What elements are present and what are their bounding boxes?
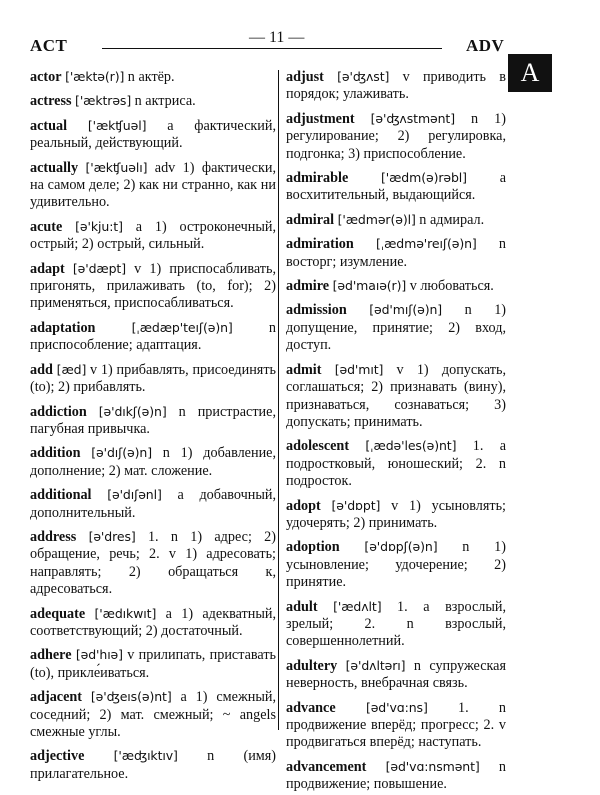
headword: admission bbox=[286, 302, 347, 319]
definition: 1. a подростковый, юношеский; 2. n подросток. bbox=[286, 438, 506, 490]
transcription: [ə'dıʃ(ə)n] bbox=[91, 445, 153, 461]
dictionary-entry bbox=[286, 657, 506, 693]
right-guideword: ADV bbox=[466, 36, 505, 55]
transcription: ['æktə(r)] bbox=[65, 69, 125, 84]
definition: 1. n 1) адрес; 2) обращение, речь; 2. v 1) адресовать; направлять; 2) обращаться к, адресоваться. bbox=[30, 528, 276, 598]
definition: n восторг; изумление. bbox=[286, 236, 506, 270]
headword: adhere bbox=[30, 647, 72, 664]
headword: admit bbox=[286, 361, 322, 378]
dictionary-entry bbox=[30, 747, 276, 783]
transcription: ['ædʌlt] bbox=[333, 598, 382, 614]
transcription: ['ækʧuəlı] bbox=[85, 159, 148, 175]
dictionary-entry bbox=[30, 361, 276, 397]
definition: n актриса. bbox=[134, 93, 196, 110]
left-column bbox=[30, 68, 276, 785]
transcription: ['æʤıktıv] bbox=[113, 748, 178, 764]
transcription: ['æktrəs] bbox=[75, 93, 132, 109]
headword: address bbox=[30, 528, 77, 545]
transcription: [ə'ʤeıs(ə)nt] bbox=[90, 689, 172, 705]
transcription: [ə'dres] bbox=[88, 528, 136, 544]
headword: admiration bbox=[286, 236, 354, 253]
dictionary-entry bbox=[30, 260, 276, 313]
page-number: — 11 — bbox=[244, 29, 309, 47]
definition: n приспособление; адаптация. bbox=[30, 319, 277, 354]
headword: actual bbox=[30, 117, 68, 134]
headword: actor bbox=[30, 69, 62, 85]
transcription: [ə'ʤʌstmənt] bbox=[370, 110, 456, 126]
definition: n 1) регулирование; 2) регулировка, подгонка; 3) приспособление. bbox=[286, 110, 506, 162]
headword: add bbox=[30, 361, 53, 378]
definition: 1. a взрослый, зрелый; 2. n взрослый, совершеннолетний. bbox=[286, 598, 506, 650]
headword: adaptation bbox=[30, 319, 96, 336]
dictionary-entry bbox=[286, 598, 506, 651]
transcription: [ə'dıʃənl] bbox=[107, 487, 162, 503]
transcription: [ə'ʤʌst] bbox=[337, 69, 390, 84]
definition: v прилипать, приставать (to), прикле́иваться. bbox=[30, 647, 277, 681]
headword: adjective bbox=[30, 748, 85, 765]
headword: adoption bbox=[286, 539, 340, 556]
definition: adv 1) фактически, на самом деле; 2) как ни странно, как ни удивительно. bbox=[30, 159, 276, 211]
headword: advancement bbox=[286, 758, 367, 775]
dictionary-entry bbox=[286, 361, 506, 432]
dictionary-entry bbox=[286, 211, 506, 229]
transcription: [əd'vɑ:ns] bbox=[365, 699, 428, 715]
dictionary-entry bbox=[286, 68, 506, 104]
headword: addiction bbox=[30, 403, 87, 420]
dictionary-entry bbox=[30, 646, 276, 682]
transcription: [əd'hıə] bbox=[75, 647, 123, 663]
dictionary-entry bbox=[30, 486, 276, 522]
dictionary-entry bbox=[30, 218, 276, 254]
dictionary-entry bbox=[286, 437, 506, 490]
dictionary-entry bbox=[286, 758, 506, 794]
definition: n 1) усыновление; удочерение; 2) принятие. bbox=[286, 539, 506, 591]
transcription: [ˌædæp'teıʃ(ə)n] bbox=[131, 319, 233, 335]
definition: a фактический, реальный, действующий. bbox=[30, 117, 276, 152]
definition: v любоваться. bbox=[409, 278, 494, 295]
transcription: ['ækʧuəl] bbox=[87, 117, 147, 133]
definition: n пристрастие, пагубная привычка. bbox=[30, 403, 276, 437]
headword: actually bbox=[30, 159, 79, 176]
definition: n (имя) прилагательное. bbox=[30, 748, 277, 782]
transcription: [ə'dıkʃ(ə)n] bbox=[98, 403, 167, 419]
headword: actress bbox=[30, 93, 72, 110]
definition: v 1) приспосабливать, пригонять, прилаживать (to, for); 2) применяться, приспосабливаться. bbox=[30, 260, 276, 312]
headword: admire bbox=[286, 278, 330, 295]
transcription: [ə'dɒpʃ(ə)n] bbox=[364, 539, 438, 555]
dictionary-entry bbox=[286, 699, 506, 752]
definition: a 1) смежный, соседний; 2) мат. смежный; ~ angels смежные углы. bbox=[30, 689, 277, 740]
headword: adultery bbox=[286, 657, 338, 674]
dictionary-entry bbox=[30, 68, 276, 86]
definition: a 1) остроконечный, острый; 2) острый, сильный. bbox=[30, 218, 277, 253]
transcription: [əd'mıʃ(ə)n] bbox=[369, 302, 443, 318]
definition: a 1) адекватный, соответствующий; 2) достаточный. bbox=[30, 605, 276, 639]
headword: admiral bbox=[286, 211, 335, 228]
dictionary-entry bbox=[30, 319, 276, 355]
definition: n продвижение; повышение. bbox=[286, 758, 507, 793]
transcription: [æd] bbox=[56, 361, 87, 377]
dictionary-entry bbox=[286, 301, 506, 354]
headword: adjustment bbox=[286, 110, 355, 127]
dictionary-entry bbox=[286, 497, 506, 533]
definition: n 1) добавление, дополнение; 2) мат. сложение. bbox=[30, 445, 277, 479]
definition: v приводить в порядок; улаживать. bbox=[286, 69, 507, 103]
dictionary-entry bbox=[30, 444, 276, 480]
headword: adult bbox=[286, 598, 318, 615]
headword: additional bbox=[30, 487, 92, 504]
definition: v 1) допускать, соглашаться; 2) признавать (вину), признаваться, сознаваться; 3) допускать; принимать. bbox=[286, 361, 507, 430]
dictionary-entry bbox=[286, 277, 506, 295]
transcription: [əd'vɑ:nsmənt] bbox=[385, 758, 480, 774]
dictionary-entry bbox=[30, 605, 276, 641]
dictionary-entry bbox=[30, 117, 276, 153]
column-divider bbox=[278, 70, 279, 730]
definition: n 1) допущение, принятие; 2) вход, доступ. bbox=[286, 302, 507, 354]
definition: n адмирал. bbox=[419, 211, 485, 228]
definition: 1. n продвижение вперёд; прогресс; 2. v продвигаться вперёд; наступать. bbox=[286, 699, 507, 751]
transcription: [ə'dʌltərı] bbox=[345, 657, 406, 673]
definition: a восхитительный, выдающийся. bbox=[286, 170, 507, 204]
headword: advance bbox=[286, 699, 336, 716]
definition: n актёр. bbox=[127, 69, 175, 85]
transcription: [əd'mıt] bbox=[334, 361, 384, 377]
transcription: [ə'dɒpt] bbox=[331, 497, 381, 513]
headword: adjacent bbox=[30, 689, 83, 706]
dictionary-entry bbox=[286, 235, 506, 271]
headword: adapt bbox=[30, 260, 65, 277]
dictionary-entry bbox=[30, 159, 276, 212]
transcription: ['ædmər(ə)l] bbox=[337, 211, 416, 227]
definition: v 1) усыновлять; удочерять; 2) принимать. bbox=[286, 497, 506, 531]
left-guideword: ACT bbox=[30, 36, 68, 55]
transcription: [əd'maıə(r)] bbox=[332, 278, 407, 294]
dictionary-entry bbox=[30, 403, 276, 439]
headword: admirable bbox=[286, 170, 349, 187]
transcription: ['ædm(ə)rəbl] bbox=[381, 170, 467, 186]
transcription: [ˌædmə'reıʃ(ə)n] bbox=[376, 236, 477, 252]
headword: adequate bbox=[30, 605, 86, 622]
headword: adolescent bbox=[286, 438, 350, 455]
dictionary-entry bbox=[286, 169, 506, 205]
dictionary-entry bbox=[30, 688, 276, 741]
dictionary-entry bbox=[286, 538, 506, 591]
dictionary-entry bbox=[286, 110, 506, 163]
definition: n супружеская неверность, внебрачная связь. bbox=[286, 657, 507, 692]
headword: adjust bbox=[286, 69, 324, 85]
transcription: [ə'dæpt] bbox=[72, 260, 126, 276]
definition: v 1) прибавлять, присоединять (to); 2) прибавлять. bbox=[30, 361, 277, 396]
thumb-index-tab: A bbox=[508, 54, 552, 92]
header-rule bbox=[102, 48, 442, 49]
right-column bbox=[286, 68, 506, 795]
transcription: [ˌædə'les(ə)nt] bbox=[365, 438, 457, 454]
dictionary-entry bbox=[30, 92, 276, 110]
headword: addition bbox=[30, 445, 81, 462]
transcription: ['ædıkwıt] bbox=[94, 605, 157, 621]
headword: acute bbox=[30, 218, 63, 235]
transcription: [ə'kju:t] bbox=[75, 218, 123, 234]
definition: a добавочный, дополнительный. bbox=[30, 487, 277, 521]
page-header bbox=[0, 0, 600, 62]
headword: adopt bbox=[286, 497, 321, 514]
dictionary-entry bbox=[30, 528, 276, 599]
